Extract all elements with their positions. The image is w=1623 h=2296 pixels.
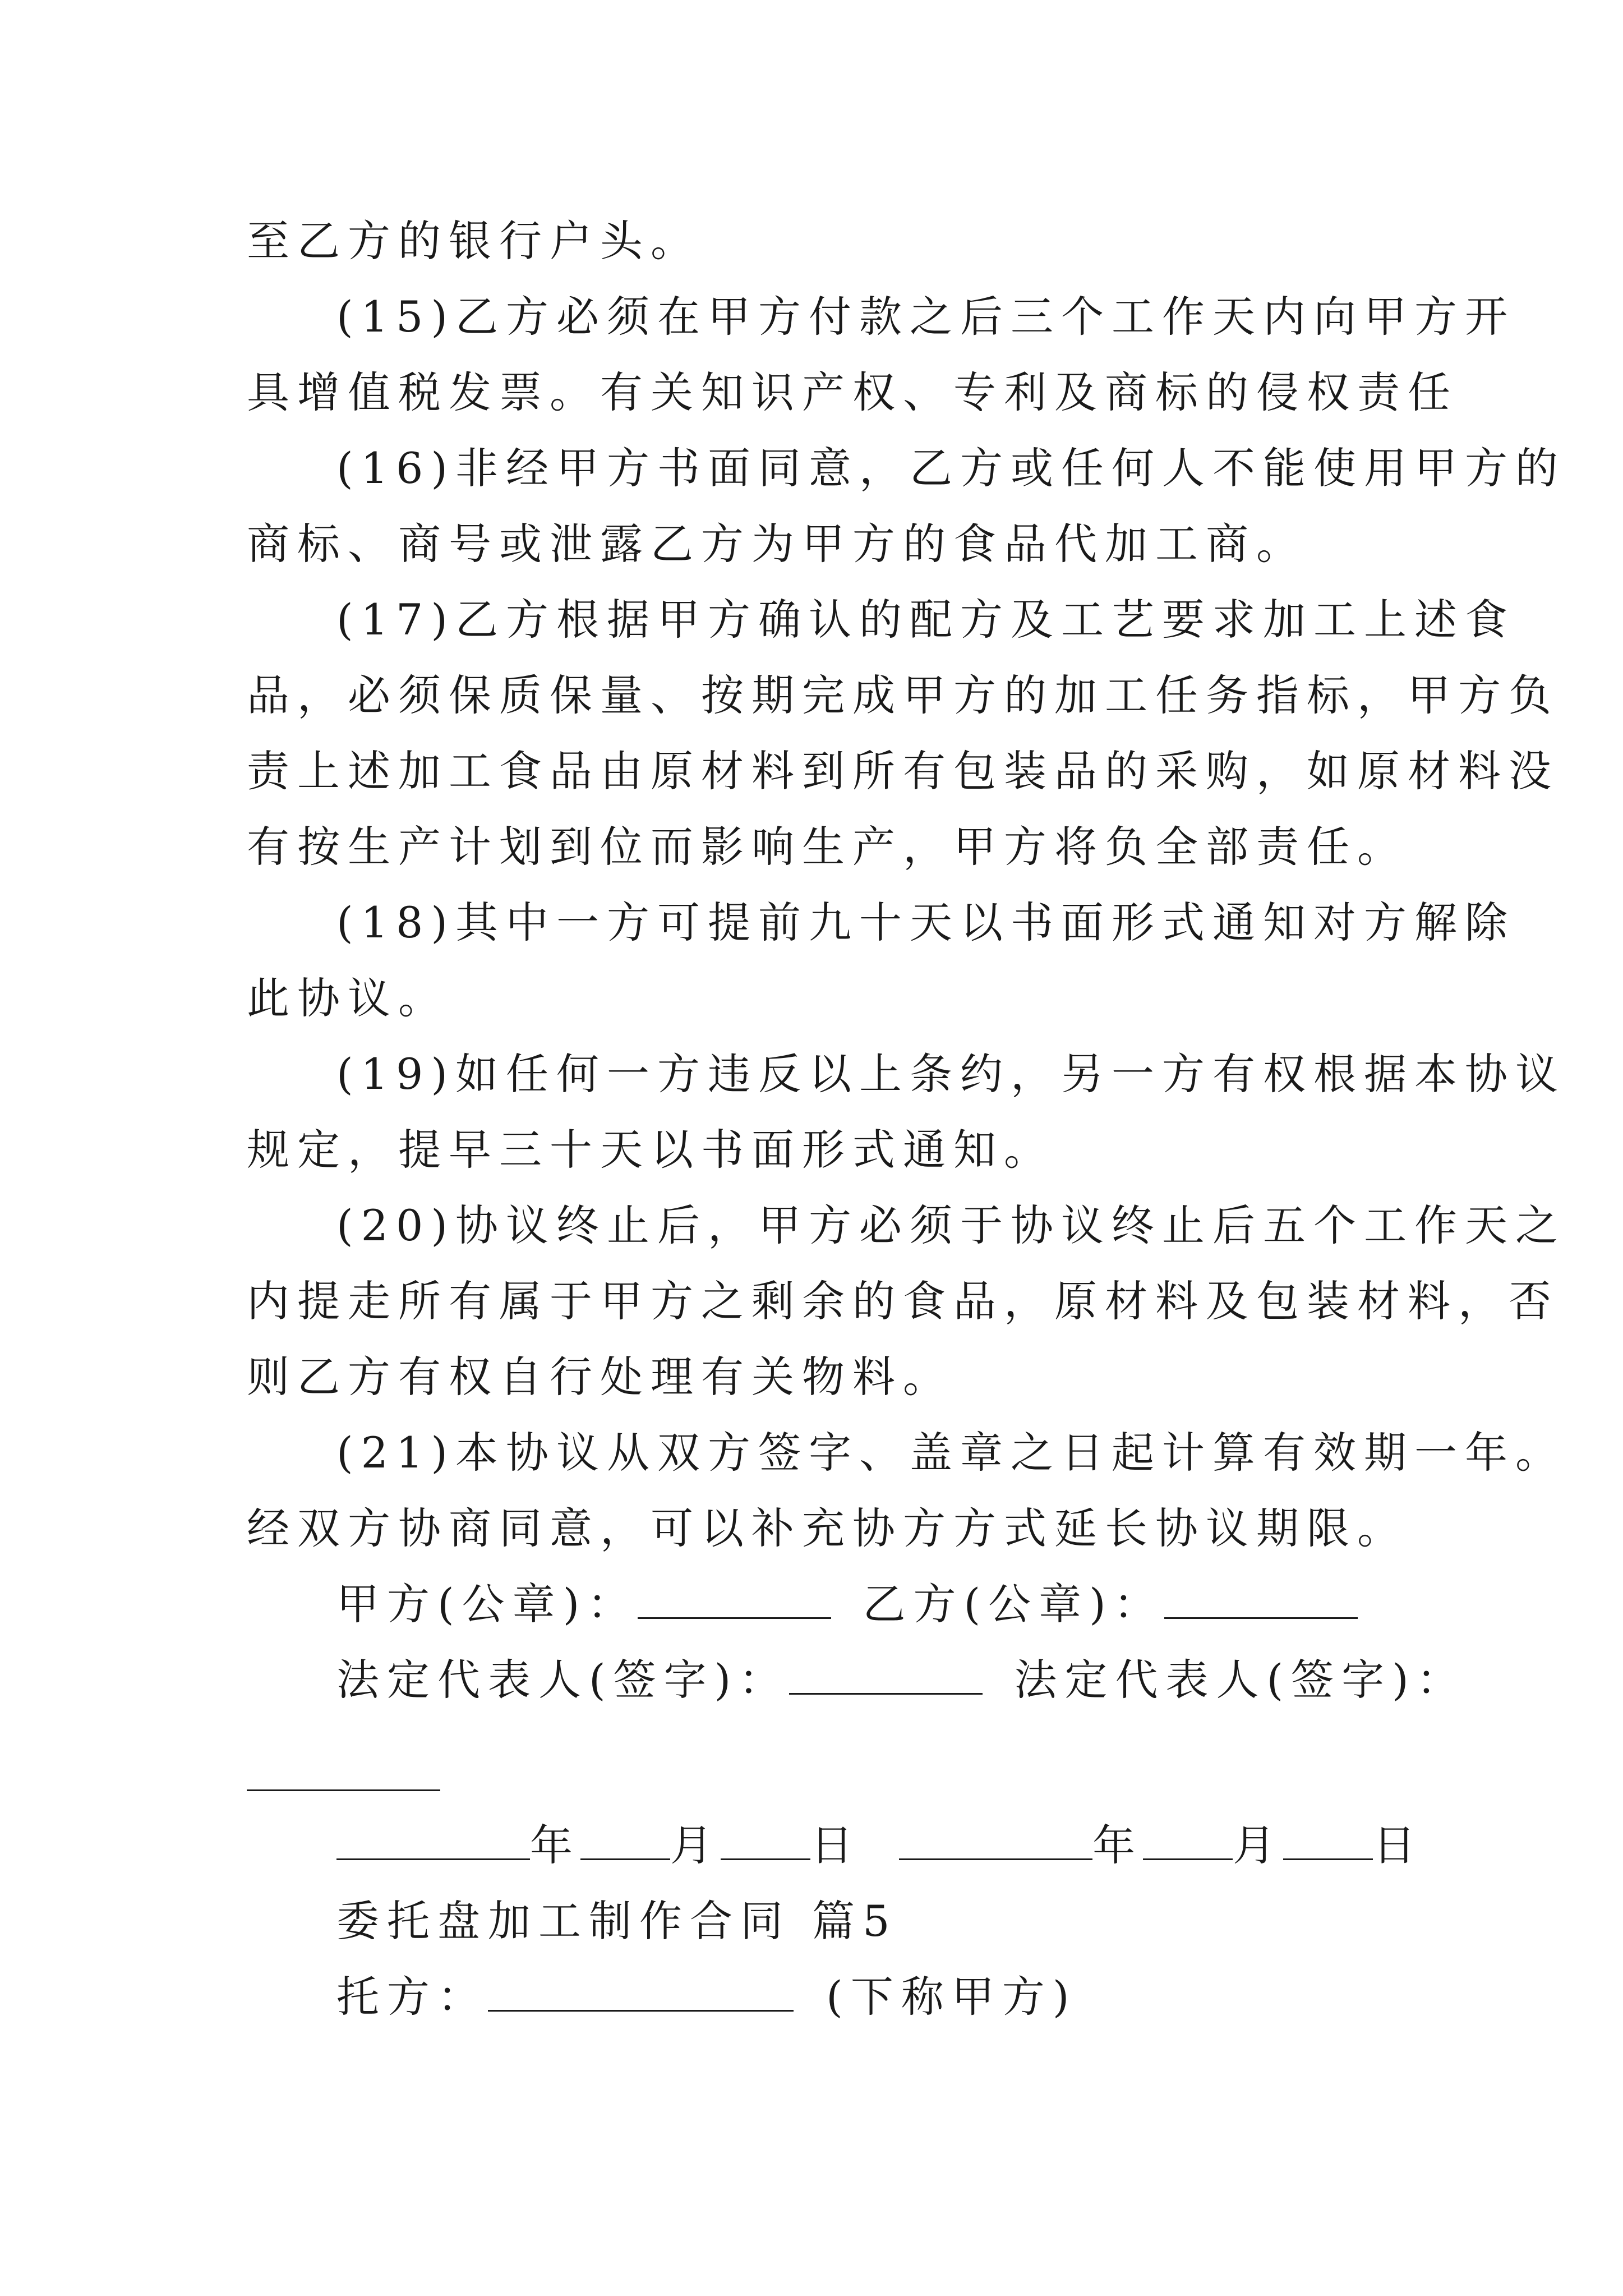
clause-19-line-2: 规定，提早三十天以书面形式通知。 bbox=[247, 1125, 1054, 1175]
clause-17-line-2: 品，必须保质保量、按期完成甲方的加工任务指标，甲方负 bbox=[247, 670, 1559, 720]
date-b-year: 年 bbox=[1092, 1820, 1144, 1870]
clause-16-line-1: (16)非经甲方书面同意，乙方或任何人不能使用甲方的 bbox=[336, 443, 1566, 493]
party-a-seal-label: 甲方(公章)： bbox=[336, 1579, 638, 1629]
clause-17-line-4: 有按生产计划到位而影响生产，甲方将负全部责任。 bbox=[247, 822, 1408, 872]
date-line bbox=[336, 1818, 1423, 1874]
date-a-day: 日 bbox=[810, 1820, 861, 1870]
party-b-rep-blank bbox=[247, 1789, 440, 1791]
party-b-rep-label: 法定代表人(签字)： bbox=[1014, 1655, 1467, 1705]
representative-line bbox=[336, 1652, 1467, 1708]
client-blank bbox=[488, 1971, 794, 2012]
date-a-month-blank bbox=[580, 1819, 670, 1860]
clause-20-line-1: (20)协议终止后，甲方必须于协议终止后五个工作天之 bbox=[336, 1200, 1566, 1250]
clause-20-line-2: 内提走所有属于甲方之剩余的食品，原材料及包装材料，否 bbox=[247, 1276, 1559, 1326]
date-a-day-blank bbox=[721, 1819, 810, 1860]
clause-19-line-1: (19)如任何一方违反以上条约，另一方有权根据本协议 bbox=[336, 1049, 1566, 1099]
clause-18-line-1: (18)其中一方可提前九十天以书面形式通知对方解除 bbox=[336, 898, 1516, 947]
date-b-month-blank bbox=[1143, 1819, 1233, 1860]
clause-21-line-1: (21)本协议从双方签字、盖章之日起计算有效期一年。 bbox=[336, 1428, 1566, 1478]
clause-15-line-2: 具增值税发票。有关知识产权、专利及商标的侵权责任 bbox=[247, 367, 1458, 417]
paragraph-line: 至乙方的银行户头。 bbox=[247, 216, 701, 266]
clause-17-line-3: 责上述加工食品由原材料到所有包装品的采购，如原材料没 bbox=[247, 746, 1559, 796]
client-label: 托方： bbox=[336, 1972, 488, 2022]
date-b-month: 月 bbox=[1233, 1820, 1284, 1870]
clause-20-line-3: 则乙方有权自行处理有关物料。 bbox=[247, 1352, 953, 1402]
date-b-day-blank bbox=[1283, 1819, 1373, 1860]
clause-16-line-2: 商标、商号或泄露乙方为甲方的食品代加工商。 bbox=[247, 519, 1307, 569]
clause-17-line-1: (17)乙方根据甲方确认的配方及工艺要求加工上述食 bbox=[336, 595, 1516, 645]
clause-21-line-2: 经双方协商同意，可以补充协方方式延长协议期限。 bbox=[247, 1503, 1408, 1553]
party-a-seal-blank bbox=[638, 1578, 831, 1619]
client-line bbox=[336, 1969, 1077, 2025]
party-a-rep-label: 法定代表人(签字)： bbox=[336, 1655, 790, 1705]
seal-line bbox=[336, 1576, 1358, 1632]
date-a-year-blank bbox=[336, 1819, 530, 1860]
section-title: 委托盘加工制作合同 篇5 bbox=[336, 1896, 898, 1946]
party-b-seal-blank bbox=[1164, 1578, 1358, 1619]
date-a-year: 年 bbox=[530, 1820, 580, 1870]
clause-15-line-1: (15)乙方必须在甲方付款之后三个工作天内向甲方开 bbox=[336, 292, 1516, 342]
date-b-day: 日 bbox=[1373, 1820, 1424, 1870]
party-b-seal-label: 乙方(公章)： bbox=[863, 1579, 1164, 1629]
clause-18-line-2: 此协议。 bbox=[247, 973, 449, 1023]
party-a-rep-blank bbox=[789, 1654, 983, 1695]
client-suffix: (下称甲方) bbox=[826, 1972, 1077, 2022]
date-a-month: 月 bbox=[670, 1820, 721, 1870]
date-b-year-blank bbox=[899, 1819, 1092, 1860]
